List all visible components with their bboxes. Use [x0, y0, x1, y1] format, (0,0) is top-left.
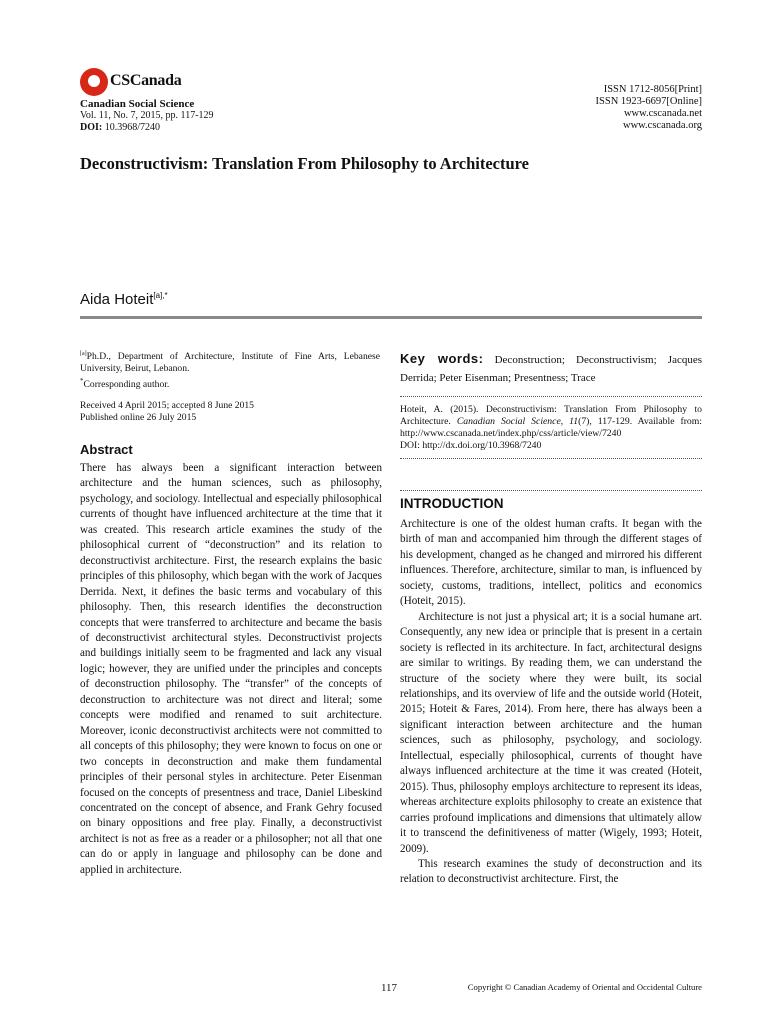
header-rule [80, 316, 702, 319]
cscanada-logo-icon [80, 68, 108, 96]
journal-name: Canadian Social Science [80, 98, 195, 110]
keywords-block [400, 350, 702, 387]
citation-journal: Canadian Social Science, [456, 416, 564, 427]
received-date: Received 4 April 2015; accepted 8 June 2015 [80, 400, 254, 411]
introduction-heading: INTRODUCTION [400, 496, 504, 511]
page-number: 117 [380, 982, 398, 994]
dotted-divider [400, 458, 702, 459]
doi-label: DOI: [80, 122, 103, 133]
author-name: Aida Hoteit [80, 291, 154, 308]
intro-paragraph-3: This research examines the study of deconstruction and its relation to deconstructivist architecture. First, the [400, 857, 702, 886]
doi-line [80, 122, 214, 134]
published-date: Published online 26 July 2015 [80, 412, 197, 423]
journal-url-net[interactable]: www.cscanada.net [623, 108, 702, 119]
abstract-text: There has always been a significant interaction between architecture and the human sciences, such as philosophy, psychology, and sociology. Intellectual and especially philosophical currents of thought have influenced architecture at the time that it was created. This research article examines the study of the philosophical current of “deconstruction” and its relation to deconstructivist architecture. First, the research explains the basic principles of this philosophy, which began with the work of Jacques Derrida. Next, it defines the basic terms and vocabulary of this philosophy. Then, this research identifies the deconstruction concepts that were transferred to architecture and became the basis of deconstructivist architectural styles. Deconstructivist projects and buildings initially seem to be fragmented and lack any visual logic; however, they are unified under the principles and concepts of deconstruction philosophy. The “transfer” of the concepts of deconstruction to architecture was not direct and literal; some concepts were modified and renamed to suit architecture. Moreover, iconic deconstructivist architects were not committed to all concepts of this philosophy; they were known to focus on one or two concepts in deconstruction and make them fundamental principles of their personal styles in architecture. Peter Eisenman focused on the concepts of presentness and trace, Daniel Libeskind concentrated on the concept of absence, and Frank Gehry focused on binary oppositions and free play. Finally, a deconstructivist architect is not as free as a reader or a philosopher; not all that one can do or apply in language and philosophy can be done and applied in architecture. [80, 462, 382, 876]
journal-url-org[interactable]: www.cscanada.org [622, 120, 702, 131]
affiliation-block [80, 348, 380, 391]
doi-value: 10.3968/7240 [104, 122, 161, 133]
intro-paragraph-1: Architecture is one of the oldest human crafts. It began with the birth of man and accompanied him through the different stages of his development, changed as he changed and mirrored his different influences. Therefore, architecture, similar to man, is influenced by society, customs, traditions, intellect, politics and economics (Hoteit, 2015). [400, 518, 702, 608]
article-title: Deconstructivism: Translation From Philosophy to Architecture [80, 154, 529, 173]
affiliation-sup: [a] [80, 351, 87, 357]
volume-info: Vol. 11, No. 7, 2015, pp. 117-129 [80, 110, 214, 121]
keywords-text: Deconstruction; Deconstructivism; Jacques Derrida; Peter Eisenman; Presentness; Trace [400, 354, 703, 384]
issn-print: ISSN 1712-8056[Print] [603, 84, 702, 95]
intro-paragraph-2: Architecture is not just a physical art; it is a social humane art. Consequently, any new idea or principle that is present in a certain society is reflected in its architecture. In fact, architectural designs are similar to writings. By reading them, we can understand the structure of the society where they were built, its social relationships, and its overview of life and the outside world (Hoteit, 2015; Hoteit & Fares, 2014). From here, there has always been a significant interaction between architecture and the human sciences, such as philosophy, psychology, and sociology. Intellectual, especially philosophical, currents of thought have always influenced architecture at the time it was created (Hoteit, 2015). Thus, philosophy employs architecture to represent its ideas, whereas architecture exploits philosophy to create an existence that carries profound implications and dimensions that ultimately allow it to transcend the definitiveness of matter (Wigely, 1993; Hoteit, 2009). [400, 610, 702, 855]
dotted-divider [400, 396, 702, 397]
keywords-label: Key words: [400, 351, 484, 366]
author-superscript: [a],* [153, 291, 168, 300]
issn-online: ISSN 1923-6697[Online] [595, 96, 702, 107]
issue-meta [80, 110, 214, 134]
abstract-heading: Abstract [80, 442, 133, 457]
citation-doi[interactable]: DOI: http://dx.doi.org/10.3968/7240 [400, 440, 542, 451]
publisher-name: CSCanada [110, 72, 182, 89]
corresponding-text: Corresponding author. [83, 379, 170, 391]
corresponding-author [80, 375, 380, 391]
introduction-body [400, 517, 702, 888]
citation-block [400, 404, 702, 452]
copyright-notice: Copyright © Canadian Academy of Oriental and Occidental Culture [467, 982, 702, 992]
corresponding-sup: * [80, 377, 84, 386]
dotted-divider [400, 490, 702, 491]
citation-volume: 11 [569, 416, 579, 427]
author-line [80, 291, 168, 308]
publisher-logo [80, 68, 200, 100]
affiliation [80, 348, 380, 375]
affiliation-text: Ph.D., Department of Architecture, Institute of Fine Arts, Lebanese University, Beirut, Lebanon. [80, 351, 380, 375]
citation-post[interactable]: (7), 117-129. Available from: http://www.cscanada.net/index.php/css/article/view/7240 [400, 416, 702, 439]
citation-pre: Hoteit, A. (2015). Deconstructivism: Translation From Philosophy to Architecture. [400, 404, 702, 427]
issn-block [596, 84, 702, 132]
dates-block [80, 400, 380, 424]
